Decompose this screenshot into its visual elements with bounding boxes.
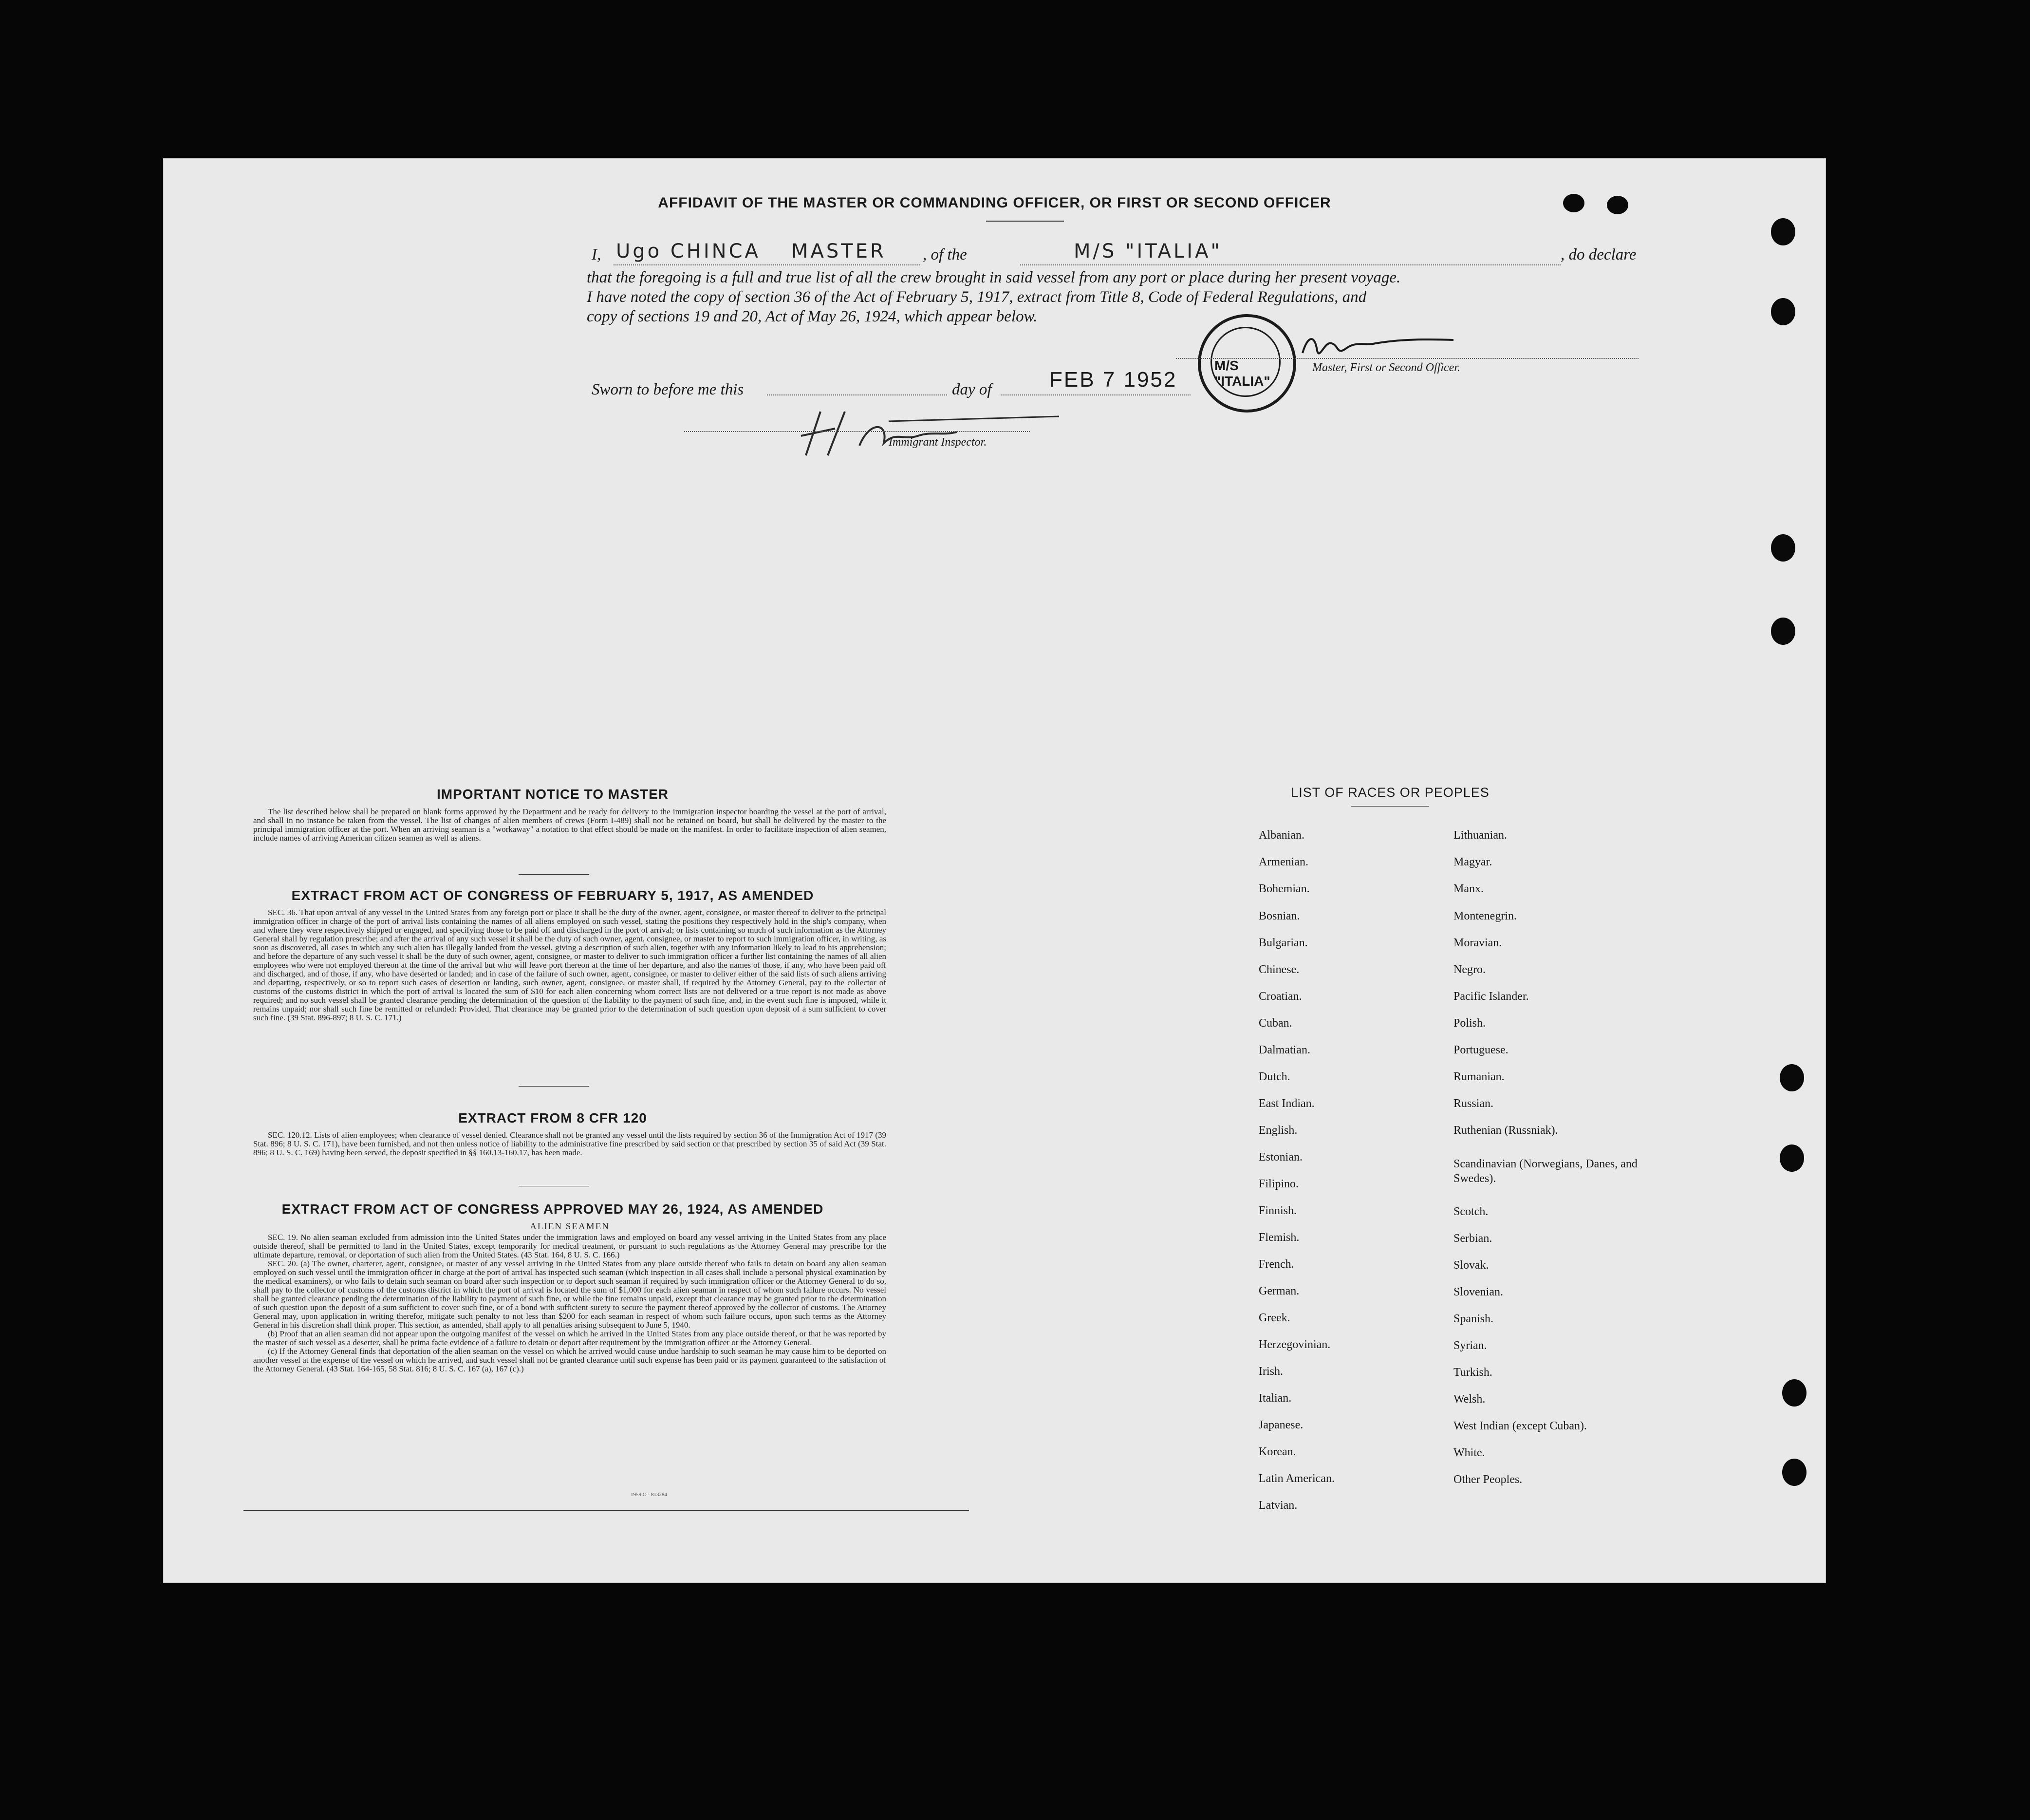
date-dotline (1001, 394, 1191, 395)
race-item: Estonian. (1259, 1151, 1303, 1163)
master-rank: MASTER (791, 240, 886, 263)
vessel-dotline (1020, 264, 1561, 265)
affidavit-body-line3: copy of sections 19 and 20, Act of May 26, 1924, which appear below. (587, 308, 1038, 325)
race-item: Armenian. (1259, 856, 1308, 868)
race-item: Croatian. (1259, 990, 1302, 1003)
extract-1924-sec20c: (c) If the Attorney General finds that deportation of the alien seaman on the vessel on which he arrived would cause undue hardship to such seaman he may cause him to be deported on another vessel at the expense of the vessel on which he arrived, and such vessel shall not be granted clearance until such expense has been paid or its payment guaranteed to the satisfaction of the Attorney General. (43 Stat. 164-165, 58 Stat. 816; 8 U. S. C. 167 (a), 167 (c).) (253, 1347, 886, 1373)
affidavit-title: AFFIDAVIT OF THE MASTER OR COMMANDING OFFICER, OR FIRST OR SECOND OFFICER (658, 195, 1331, 211)
race-item: Russian. (1453, 1097, 1494, 1110)
race-item: Magyar. (1453, 856, 1492, 868)
affidavit-body-line1: that the foregoing is a full and true list of all the crew brought in said vessel from any port or place during her present voyage. (587, 269, 1401, 286)
extract-1917-text (253, 908, 886, 1022)
race-item: Scotch. (1453, 1205, 1489, 1218)
document-page (163, 158, 1826, 1583)
extract-1917-paragraph: SEC. 36. That upon arrival of any vessel in the United States from any foreign port or place it shall be the duty of the owner, agent, consignee, or master thereof to deliver to the principal immigration officer in charge of the port of arrival lists containing the names of all aliens employed on such vessel, stating the positions they respectively hold in the ship's company, when and where they were respectively shipped or engaged, and specifying those to be paid off and discharged in the port of arrival; or lists containing so much of such information as the Attorney General shall by regulation prescribe; and after the arrival of any such vessel it shall be the duty of such owner, agent, consignee, or master to report to such immigration officer, in writing, as soon as discovered, all cases in which any such alien has illegally landed from the vessel, giving a description of such alien, together with any information likely to lead to his apprehension; and before the departure of any such vessel it shall be the duty of such owner, agent, consignee, or master to deliver to such immigration officer a further list containing the names of all alien employees who were not employed thereon at the time of the arrival but who will leave port thereon at the time of her departure, and also the names of those, if any, who have been paid off and discharged, and of those, if any, who have deserted or landed; and in case of the failure of such owner, agent, consignee, or master to deliver either of the said lists of such aliens arriving and departing, respectively, or so to report such cases of desertion or landing, such owner, agent, consignee, or master shall, if required by the Attorney General, pay to the collector of customs of the customs district in which the port of arrival is located the sum of $10 for each alien concerning whom correct lists are not delivered or a true report is not made as above required; and no such vessel shall be granted clearance pending the determination of the question of the liability to the payment of such fine, and, in the event such fine is imposed, while it remains unpaid; nor shall such fine be remitted or refunded: Provided, That clearance may be granted prior to the determination of such question upon deposit of a sum sufficient to cover such fine. (39 Stat. 896-897; 8 U. S. C. 171.) (253, 908, 886, 1022)
race-item: Bosnian. (1259, 910, 1300, 922)
race-item: Manx. (1453, 882, 1484, 895)
race-item: Bulgarian. (1259, 937, 1308, 949)
i-label: I, (592, 246, 601, 263)
race-item: Flemish. (1259, 1231, 1300, 1244)
extract-cfr-title: EXTRACT FROM 8 CFR 120 (458, 1110, 647, 1126)
day-of-label: day of (952, 381, 992, 398)
stamp-text: M/S "ITALIA" (1214, 358, 1270, 389)
race-item: East Indian. (1259, 1097, 1315, 1110)
extract-1924-sec20a: SEC. 20. (a) The owner, charterer, agent, consignee, or master of any vessel arriving in the United States from any place outside thereof who fails to detain on board any alien seaman employed on such vessel until the immigration officer in charge at the port of arrival has inspected such seaman (which inspection in all cases shall include a personal physical examination by the medical examiners), or who fails to detain such seaman on board after such inspection or to deport such seaman if required by such immigration officer or the Attorney General to do so, shall pay to the collector of customs of the customs district in which the port of arrival is located the sum of $1,000 for each alien seaman in respect of whom such failure occurs. No vessel shall be granted clearance pending the determination of the liability to payment of such fine, or while the fine remains unpaid, except that clearance may be granted prior to the determination of such question upon the deposit of a sum sufficient to cover such fine, or of a bond with sufficient surety to secure the payment thereof approved by the collector of customs. The Attorney General may, upon application in writing therefor, mitigate such penalty to not less than $200 for each seaman in respect of whom such failure occurs, upon such terms as the Attorney General in his discretion shall think proper. This section, as amended, shall apply to all penalties arising subsequent to June 5, 1940. (253, 1259, 886, 1330)
name-dotline (614, 264, 920, 265)
race-item: Welsh. (1453, 1393, 1486, 1406)
notice-paragraph: The list described below shall be prepared on blank forms approved by the Department and be ready for delivery to the immigration inspector boarding the vessel at the port of arrival, and shall in no instance be taken from the vessel. The list of changes of alien members of crews (Form I-489) shall not be retained on board, but shall be delivered by the master to the principal immigration officer at the port. When an arriving seaman is a "workaway" a notation to that effect should be made on the manifest. In order to facilitate inspection of alien seamen, include names of arriving American citizen seamen as well as aliens. (253, 807, 886, 843)
race-item: Filipino. (1259, 1178, 1299, 1190)
binding-hole (1771, 618, 1795, 645)
form-number: 1959 O - 813284 (631, 1492, 667, 1498)
extract-1924-sec20b: (b) Proof that an alien seaman did not appear upon the outgoing manifest of the vessel on which he arrived in the United States from any place outside thereof, or that he was reported by the master of such vessel as a deserter, shall be prima facie evidence of a failure to detain or deport after requirement by the immigration officer or the Attorney General. (253, 1329, 886, 1347)
inspector-dotline (684, 431, 1030, 432)
sworn-day-dotline (767, 394, 947, 395)
race-item: Ruthenian (Russniak). (1453, 1124, 1558, 1137)
race-item: Rumanian. (1453, 1070, 1505, 1083)
binding-hole (1780, 1064, 1804, 1091)
binding-hole (1782, 1379, 1807, 1407)
race-item: Finnish. (1259, 1204, 1297, 1217)
race-item: Italian. (1259, 1392, 1292, 1405)
master-name: Ugo CHINCA (616, 240, 761, 263)
binding-hole (1780, 1145, 1804, 1172)
sworn-date: FEB 7 1952 (1049, 368, 1177, 392)
race-item: Serbian. (1453, 1232, 1492, 1245)
race-item: Chinese. (1259, 963, 1300, 976)
officer-dotline (1176, 358, 1639, 359)
race-item: English. (1259, 1124, 1298, 1137)
notice-text (253, 807, 886, 843)
race-item: Other Peoples. (1453, 1473, 1523, 1486)
race-item: Scandinavian (Norwegians, Danes, and Swedes). (1453, 1158, 1638, 1185)
binding-hole (1782, 1459, 1807, 1486)
company-stamp (1198, 314, 1296, 413)
binding-hole (1607, 196, 1628, 214)
race-item: Japanese. (1259, 1419, 1304, 1431)
races-title: LIST OF RACES OR PEOPLES (1291, 785, 1490, 800)
race-item: Korean. (1259, 1445, 1296, 1458)
race-item: German. (1259, 1285, 1300, 1297)
extract-1924-subtitle: ALIEN SEAMEN (530, 1221, 610, 1232)
race-item: West Indian (except Cuban). (1453, 1420, 1587, 1432)
race-item: Latin American. (1259, 1472, 1335, 1485)
race-item: Latvian. (1259, 1499, 1298, 1512)
extract-1917-title: EXTRACT FROM ACT OF CONGRESS OF FEBRUARY 5, 1917, AS AMENDED (291, 888, 814, 903)
notice-rule (519, 874, 589, 875)
bottom-rule (243, 1510, 969, 1511)
race-item: Spanish. (1453, 1313, 1494, 1325)
race-item: Irish. (1259, 1365, 1283, 1378)
extract-1917-rule (519, 1086, 589, 1087)
binding-hole (1771, 534, 1795, 562)
race-item: Bohemian. (1259, 882, 1310, 895)
vessel-name: M/S "ITALIA" (1074, 240, 1222, 263)
race-item: Herzegovinian. (1259, 1338, 1331, 1351)
binding-hole (1563, 194, 1584, 212)
race-item: Pacific Islander. (1453, 990, 1529, 1003)
extract-cfr-paragraph: SEC. 120.12. Lists of alien employees; when clearance of vessel denied. Clearance shall not be granted any vessel until the lists required by section 36 of the Immigration Act of 1917 (39 Stat. 896; 8 U. S. C. 171), have been furnished, and not then unless notice of liability to the administrative fine prescribed by said section or that prescribed by section 35 of said Act (39 Stat. 896; 8 U. S. C. 169) having been served, the deposit specified in §§ 160.13-160.17, has been made. (253, 1130, 886, 1157)
race-item: French. (1259, 1258, 1294, 1271)
notice-title: IMPORTANT NOTICE TO MASTER (436, 787, 669, 802)
officer-caption: Master, First or Second Officer. (1312, 361, 1460, 374)
race-item: Syrian. (1453, 1339, 1487, 1352)
extract-1924-title: EXTRACT FROM ACT OF CONGRESS APPROVED MAY 26, 1924, AS AMENDED (281, 1201, 824, 1217)
race-item: Lithuanian. (1453, 829, 1507, 842)
race-item: Albanian. (1259, 829, 1304, 842)
of-the-label: , of the (923, 246, 967, 263)
race-item: Greek. (1259, 1312, 1290, 1324)
race-item: Slovenian. (1453, 1286, 1503, 1298)
officer-signature (1298, 326, 1458, 365)
race-item: Cuban. (1259, 1017, 1292, 1030)
binding-hole (1771, 298, 1795, 325)
race-item: Turkish. (1453, 1366, 1492, 1379)
race-item: Dalmatian. (1259, 1044, 1310, 1056)
race-item: Negro. (1453, 963, 1486, 976)
extract-1924-sec19: SEC. 19. No alien seaman excluded from admission into the United States under the immigration laws and employed on board any vessel arriving in the United States from any place outside thereof, shall be permitted to land in the United States, except temporarily for medical treatment, or pursuant to such regulations as the Attorney General may prescribe for the ultimate departure, removal, or deportation of such alien from the United States. (43 Stat. 164, 8 U. S. C. 166.) (253, 1233, 886, 1259)
race-item: Moravian. (1453, 937, 1502, 949)
race-item: Portuguese. (1453, 1044, 1509, 1056)
do-declare-label: , do declare (1561, 246, 1637, 263)
extract-1924-text (253, 1222, 886, 1373)
title-rule (986, 221, 1064, 222)
race-item: Montenegrin. (1453, 910, 1517, 922)
race-item: Dutch. (1259, 1070, 1290, 1083)
inspector-caption: Immigrant Inspector. (889, 436, 987, 449)
sworn-label: Sworn to before me this (592, 381, 744, 398)
race-item: Polish. (1453, 1017, 1486, 1030)
race-item: Slovak. (1453, 1259, 1489, 1272)
races-title-rule (1351, 806, 1429, 807)
race-item: White. (1453, 1446, 1485, 1459)
binding-hole (1771, 218, 1795, 245)
extract-cfr-text (253, 1131, 886, 1157)
affidavit-body-line2: I have noted the copy of section 36 of the Act of February 5, 1917, extract from Title 8, Code of Federal Regulations, and (587, 288, 1367, 306)
